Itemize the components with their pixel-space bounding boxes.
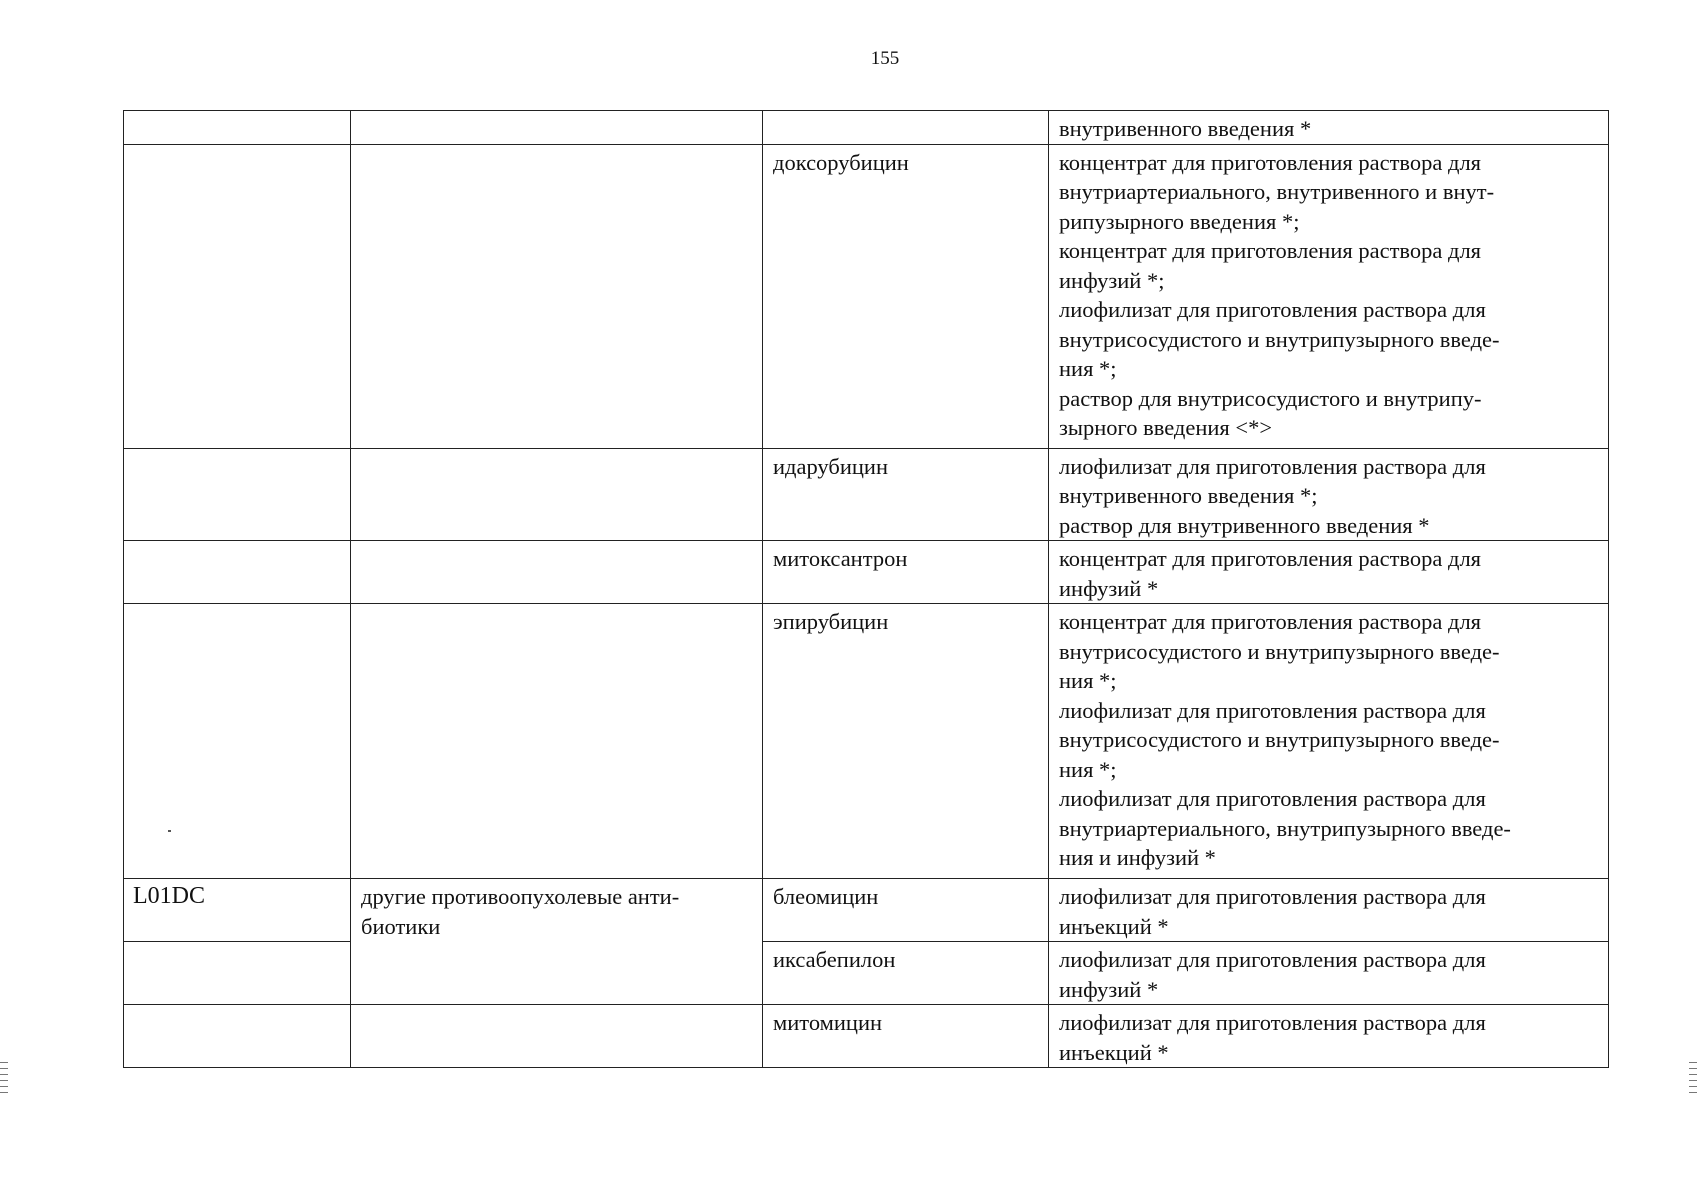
scan-speck [168,830,171,832]
group-cell [351,604,763,879]
dosage-form-line: рипузырного введения *; [1059,208,1300,234]
table-row [124,541,1609,604]
atc-code-cell [124,942,351,1005]
dosage-form-line: инъекций * [1059,913,1169,939]
table-row [124,111,1609,145]
table-row [124,879,1609,942]
dosage-form-line: концентрат для приготовления раствора для [1059,238,1482,263]
dosage-form-line: ния *; [1059,356,1117,381]
atc-code-cell [124,604,351,879]
atc-code-cell [124,448,351,541]
dosage-form-line: инфузий * [1059,575,1159,601]
dosage-form-line: концентрат для приготовления раствора для [1059,546,1482,571]
drug-name-cell: митомицин [763,1005,1049,1068]
dosage-forms-cell [1049,448,1609,541]
dosage-form-line: лиофилизат для приготовления раствора для [1059,786,1486,811]
group-cell [351,1005,763,1068]
dosage-form-line: инъекций * [1059,1039,1169,1065]
dosage-form-line: внутрисосудистого и внутрипузырного введе- [1059,326,1500,352]
group-cell [351,541,763,604]
group-cell: другие противоопухолевые анти- биотики [351,879,763,1005]
dosage-form-line: лиофилизат для приготовления раствора для [1059,697,1486,723]
dosage-form-line: лиофилизат для приготовления раствора для [1059,884,1486,909]
drug-table [123,110,1609,1068]
dosage-form-line: лиофилизат для приготовления раствора для [1059,947,1486,972]
dosage-form-line: внутривенного введения * [1059,116,1312,141]
dosage-form-line: ния и инфузий * [1059,845,1216,870]
dosage-forms-cell [1049,144,1609,448]
drug-name-cell: блеомицин [763,879,1049,942]
dosage-forms-cell [1049,942,1609,1005]
page-number: 155 [870,48,900,69]
dosage-forms-cell [1049,111,1609,145]
drug-name-cell: иксабепилон [763,942,1049,1005]
drug-name-cell [763,111,1049,145]
dosage-form-line: лиофилизат для приготовления раствора для [1059,453,1486,479]
dosage-form-line: внутрисосудистого и внутрипузырного введе- [1059,727,1500,752]
dosage-form-line: раствор для внутрисосудистого и внутрипу- [1059,385,1482,411]
drug-name-cell: эпирубицин [763,604,1049,879]
dosage-forms-cell [1049,604,1609,879]
dosage-form-line: концентрат для приготовления раствора для [1059,149,1482,175]
dosage-form-line: концентрат для приготовления раствора для [1059,609,1482,634]
dosage-form-line: раствор для внутривенного введения * [1059,512,1430,538]
atc-code-cell [124,144,351,448]
dosage-form-line: ния *; [1059,756,1117,782]
group-cell [351,111,763,145]
table-row [124,604,1609,879]
dosage-forms-cell [1049,541,1609,604]
atc-code-cell [124,541,351,604]
dosage-form-line: лиофилизат для приготовления раствора для [1059,1010,1486,1035]
dosage-form-line: внутриартериального, внутривенного и внут- [1059,179,1495,204]
right-edge-marks [1689,1062,1697,1098]
table-row [124,1005,1609,1068]
group-cell [351,448,763,541]
dosage-form-line: ния *; [1059,668,1117,693]
dosage-forms-cell [1049,879,1609,942]
dosage-form-line: зырного введения <*> [1059,415,1273,440]
drug-name-cell: доксорубицин [763,144,1049,448]
dosage-form-line: внутривенного введения *; [1059,483,1318,508]
group-cell [351,144,763,448]
table-row [124,942,1609,1005]
table-row [124,144,1609,448]
drug-name-cell: идарубицин [763,448,1049,541]
table-row [124,448,1609,541]
left-edge-marks [0,1062,8,1098]
atc-code-cell [124,1005,351,1068]
dosage-form-line: инфузий *; [1059,267,1165,293]
atc-code-cell [124,111,351,145]
dosage-forms-cell [1049,1005,1609,1068]
drug-name-cell: митоксантрон [763,541,1049,604]
dosage-form-line: внутриартериального, внутрипузырного введе- [1059,815,1511,841]
dosage-form-line: внутрисосудистого и внутрипузырного введе- [1059,638,1500,664]
dosage-form-line: лиофилизат для приготовления раствора для [1059,297,1486,322]
atc-code-cell: L01DC [124,879,351,942]
dosage-form-line: инфузий * [1059,976,1159,1002]
